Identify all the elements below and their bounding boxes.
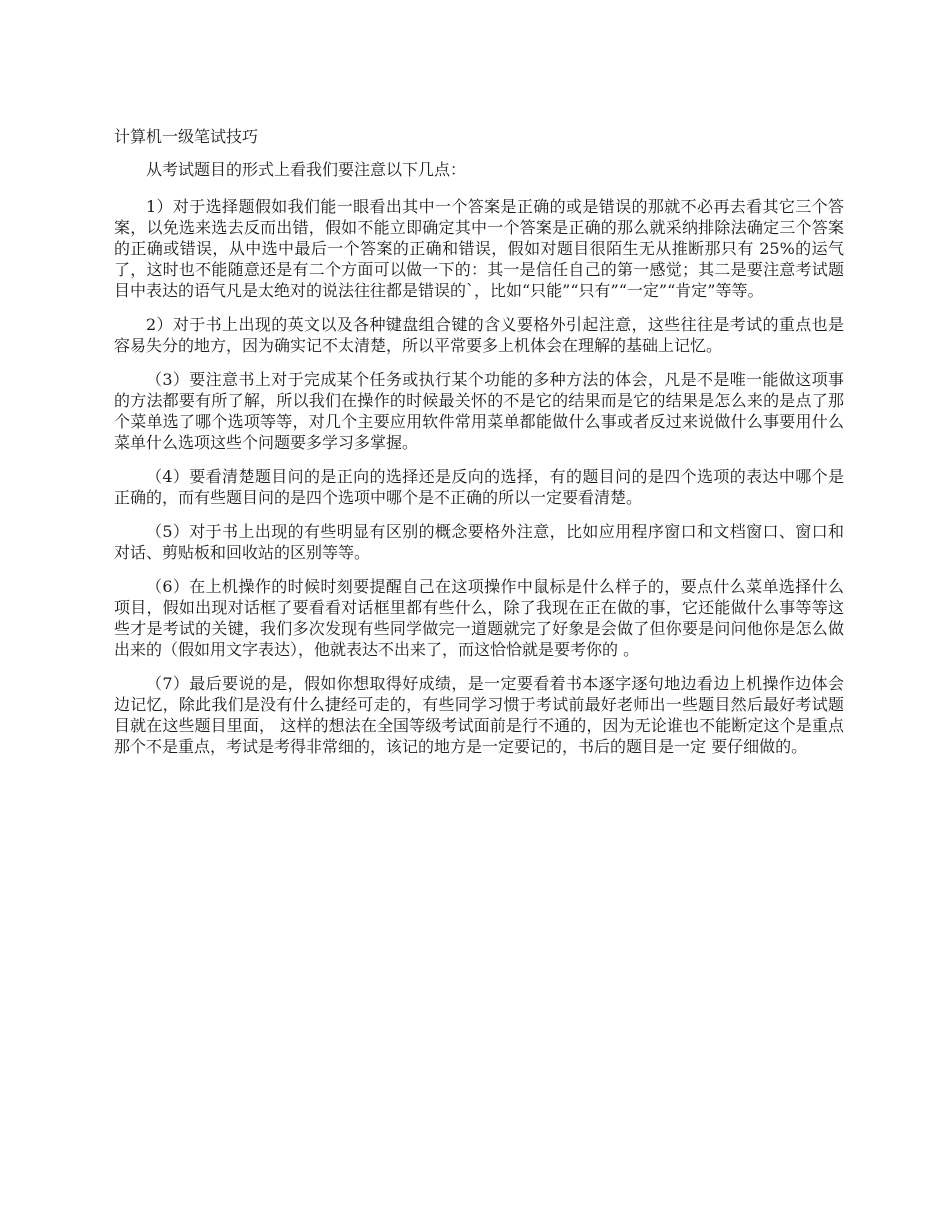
paragraph-7: （7）最后要说的是，假如你想取得好成绩，是一定要看着书本逐字逐句地边看边上机操作边体会边记忆，除此我们是没有什么捷经可走的，有些同学习惯于考试前最好老师出一些题目然后最好考试题目就在这些题目里面， 这样的想法在全国等级考试面前是行不通的，因为无论谁也不能断定这个是重点那个不是重点，考试是考得非常细的，该记的地方是一定要记的，书后的题目是一定 要仔细做的。 bbox=[114, 674, 844, 756]
paragraph-5: （5）对于书上出现的有些明显有区别的概念要格外注意，比如应用程序窗口和文档窗口、窗口和对话、剪贴板和回收站的区别等等。 bbox=[114, 522, 844, 562]
paragraph-6: （6）在上机操作的时候时刻要提醒自己在这项操作中鼠标是什么样子的，要点什么菜单选择什么项目，假如出现对话框了要看看对话框里都有些什么，除了我现在正在做的事，它还能做什么事等等这些才是考试的关键，我们多次发现有些同学做完一道题就完了好象是会做了但你要是问问他你是怎么做出来的（假如用文字表达），他就表达不出来了，而这恰恰就是要考你的 。 bbox=[114, 577, 844, 659]
paragraph-1: 1）对于选择题假如我们能一眼看出其中一个答案是正确的或是错误的那就不必再去看其它三个答案，以免选来选去反而出错，假如不能立即确定其中一个答案是正确的那么就采纳排除法确定三个答案的正确或错误，从中选中最后一个答案的正确和错误，假如对题目很陌生无从推断那只有 25%的运气了，这时也不能随意还是有二个方面可以做一下的：其一是信任自己的第一感觉；其二是要注意考试题目中表达的语气凡是太绝对的说法往往都是错误的`，比如“只能”“只有”“一定”“肯定”等等。 bbox=[114, 197, 844, 300]
paragraph-2: 2）对于书上出现的英文以及各种键盘组合键的含义要格外引起注意，这些往往是考试的重点也是容易失分的地方，因为确实记不太清楚，所以平常要多上机体会在理解的基础上记忆。 bbox=[114, 315, 844, 355]
paragraph-4: （4）要看清楚题目问的是正向的选择还是反向的选择，有的题目问的是四个选项的表达中哪个是正确的，而有些题目问的是四个选项中哪个是不正确的所以一定要看清楚。 bbox=[114, 467, 844, 507]
document-page bbox=[114, 126, 844, 770]
document-title: 计算机一级笔试技巧 bbox=[114, 127, 259, 146]
paragraph-3: （3）要注意书上对于完成某个任务或执行某个功能的多种方法的体会，凡是不是唯一能做这项事的方法都要有所了解，所以我们在操作的时候最关怀的不是它的结果而是它的结果是怎么来的是点了那个菜单选了哪个选项等等，对几个主要应用软件常用菜单都能做什么事或者反过来说做什么事要用什么菜单什么选项这些个问题要多学习多掌握。 bbox=[114, 370, 844, 452]
intro-paragraph: 从考试题目的形式上看我们要注意以下几点： bbox=[146, 160, 467, 179]
